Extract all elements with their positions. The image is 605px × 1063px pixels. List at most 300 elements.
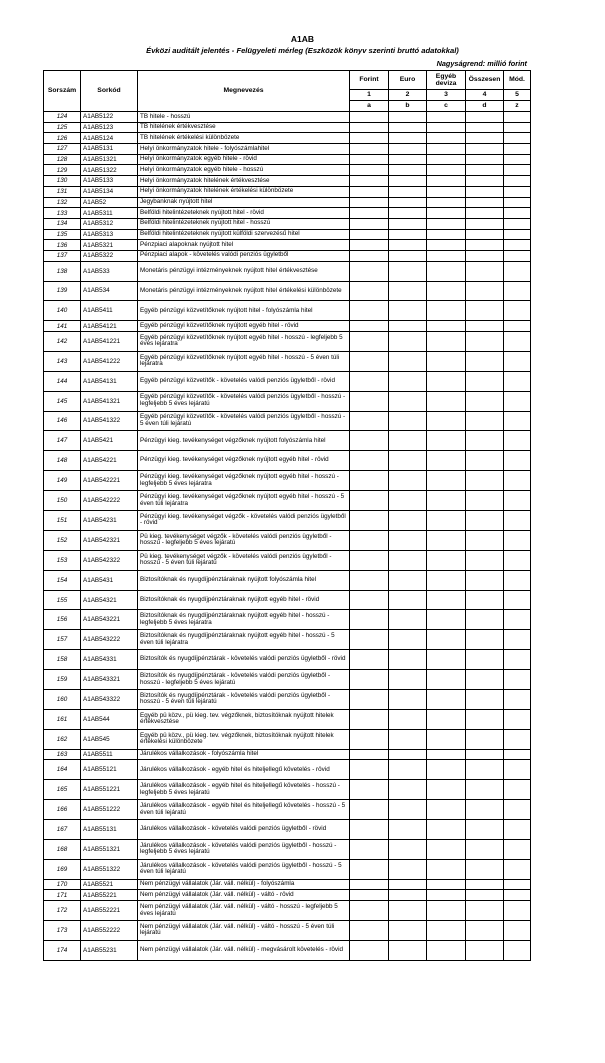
value-cell-forint <box>350 154 389 165</box>
value-cell-mod <box>504 133 531 144</box>
value-cell-euro <box>389 331 427 351</box>
value-cell-osszesen <box>466 431 504 451</box>
row-number: 138 <box>44 261 81 281</box>
value-cell-mod <box>504 176 531 187</box>
value-cell-forint <box>350 122 389 133</box>
row-description: Járulékos vállalkozások - követelés valódi penziós ügyletből - rövid <box>138 820 350 840</box>
row-description: Helyi önkormányzatok hitelének értékvesztése <box>138 176 350 187</box>
value-cell-forint <box>350 670 389 690</box>
table-row <box>44 451 531 471</box>
value-cell-osszesen <box>466 144 504 155</box>
table-row <box>44 176 531 187</box>
table-row <box>44 760 531 780</box>
table-row <box>44 749 531 760</box>
value-cell-egyeb-deviza <box>427 709 466 729</box>
row-description: Nem pénzügyi vállalatok (Jár. váll. nélkül) - váltó - rövid <box>138 890 350 901</box>
row-description: Biztosítóknak és nyugdíjpénztáraknak nyújtott egyéb hitel - rövid <box>138 590 350 610</box>
col-header-sorkod: Sorkód <box>81 71 138 112</box>
value-cell-forint <box>350 165 389 176</box>
row-description: Helyi önkormányzatok hitele - folyószámlahitel <box>138 144 350 155</box>
row-number: 133 <box>44 208 81 219</box>
row-description: TB hitelének értékelési különbözete <box>138 133 350 144</box>
value-cell-osszesen <box>466 879 504 890</box>
value-cell-egyeb-deviza <box>427 218 466 229</box>
value-cell-euro <box>389 197 427 208</box>
table-row <box>44 940 531 960</box>
value-cell-forint <box>350 229 389 240</box>
value-cell-egyeb-deviza <box>427 570 466 590</box>
value-cell-egyeb-deviza <box>427 240 466 251</box>
row-number: 147 <box>44 431 81 451</box>
row-code: A1AB52 <box>81 197 138 208</box>
row-code: A1AB534 <box>81 281 138 301</box>
row-number: 140 <box>44 301 81 321</box>
value-cell-mod <box>504 820 531 840</box>
value-cell-mod <box>504 839 531 859</box>
value-cell-euro <box>389 133 427 144</box>
value-cell-forint <box>350 112 389 123</box>
row-number: 146 <box>44 411 81 431</box>
row-description: Helyi önkormányzatok egyéb hitele - hosszú <box>138 165 350 176</box>
row-code: A1AB54131 <box>81 371 138 391</box>
table-row <box>44 920 531 940</box>
table-row <box>44 122 531 133</box>
value-cell-forint <box>350 371 389 391</box>
table-row <box>44 331 531 351</box>
value-cell-egyeb-deviza <box>427 530 466 550</box>
row-description: Nem pénzügyi vállalatok (Jár. váll. nélkül) - megvásárolt követelés - rövid <box>138 940 350 960</box>
row-number: 168 <box>44 839 81 859</box>
row-code: A1AB5134 <box>81 186 138 197</box>
row-code: A1AB541321 <box>81 391 138 411</box>
value-cell-egyeb-deviza <box>427 208 466 219</box>
row-code: A1AB5122 <box>81 112 138 123</box>
row-description: Pü kieg. tevékenységet végzők - követelés valódi penziós ügyletből - hosszú - legfeljebb 5 éves lejáratú <box>138 530 350 550</box>
table-row <box>44 144 531 155</box>
row-description: Nem pénzügyi vállalatok (Jár. váll. nélkül) - váltó - hosszú - 5 éven túli lejáratú <box>138 920 350 940</box>
value-cell-euro <box>389 321 427 332</box>
table-row <box>44 197 531 208</box>
value-cell-euro <box>389 690 427 710</box>
table-row <box>44 650 531 670</box>
value-cell-forint <box>350 261 389 281</box>
row-code: A1AB542222 <box>81 491 138 511</box>
value-cell-egyeb-deviza <box>427 630 466 650</box>
row-number: 152 <box>44 530 81 550</box>
value-cell-mod <box>504 630 531 650</box>
value-cell-euro <box>389 879 427 890</box>
col-header-megnevezes: Megnevezés <box>138 71 350 112</box>
value-cell-osszesen <box>466 154 504 165</box>
report-code-title: A1AB <box>290 34 315 44</box>
value-cell-egyeb-deviza <box>427 920 466 940</box>
value-cell-forint <box>350 471 389 491</box>
row-number: 171 <box>44 890 81 901</box>
value-cell-forint <box>350 176 389 187</box>
unit-note: Nagyságrend: millió forint <box>436 59 527 68</box>
value-cell-euro <box>389 240 427 251</box>
row-description: Belföldi hitelintézeteknek nyújtott külföldi szervezésű hitel <box>138 229 350 240</box>
row-code: A1AB533 <box>81 261 138 281</box>
value-cell-euro <box>389 391 427 411</box>
value-cell-mod <box>504 749 531 760</box>
value-cell-forint <box>350 800 389 820</box>
value-cell-egyeb-deviza <box>427 186 466 197</box>
value-cell-forint <box>350 820 389 840</box>
value-cell-osszesen <box>466 511 504 531</box>
row-description: Egyéb pü közv., pü kieg. tev. végzőknek, biztosítóknak nyújtott hitelek értékelési különbözete <box>138 729 350 749</box>
value-cell-mod <box>504 229 531 240</box>
value-cell-osszesen <box>466 411 504 431</box>
col-header-mod: Mód. <box>504 71 531 90</box>
row-number: 170 <box>44 879 81 890</box>
row-description: Monetáris pénzügyi intézményeknek nyújtott hitel értékvesztése <box>138 261 350 281</box>
row-code: A1AB543321 <box>81 670 138 690</box>
value-cell-euro <box>389 780 427 800</box>
value-cell-egyeb-deviza <box>427 250 466 261</box>
row-description: Nem pénzügyi vállalatok (Jár. váll. nélkül) - váltó - hosszú - legfeljebb 5 éves lejáratú <box>138 901 350 921</box>
value-cell-mod <box>504 920 531 940</box>
row-code: A1AB5311 <box>81 208 138 219</box>
value-cell-osszesen <box>466 670 504 690</box>
row-code: A1AB542221 <box>81 471 138 491</box>
value-cell-forint <box>350 610 389 630</box>
row-number: 158 <box>44 650 81 670</box>
row-description: Pénzpiaci alapoknak nyújtott hitel <box>138 240 350 251</box>
value-cell-forint <box>350 940 389 960</box>
value-cell-egyeb-deviza <box>427 351 466 371</box>
table-row <box>44 780 531 800</box>
row-code: A1AB54321 <box>81 590 138 610</box>
value-cell-mod <box>504 391 531 411</box>
row-number: 124 <box>44 112 81 123</box>
value-cell-mod <box>504 144 531 155</box>
col-header-euro: Euro <box>389 71 427 90</box>
row-description: Egyéb pénzügyi közvetítőknek nyújtott egyéb hitel - hosszú - legfeljebb 5 éves lejáratra <box>138 331 350 351</box>
value-cell-egyeb-deviza <box>427 431 466 451</box>
row-number: 137 <box>44 250 81 261</box>
row-number: 141 <box>44 321 81 332</box>
value-cell-osszesen <box>466 610 504 630</box>
col-number: 2 <box>389 90 427 101</box>
value-cell-osszesen <box>466 491 504 511</box>
value-cell-egyeb-deviza <box>427 901 466 921</box>
row-description: Járulékos vállalkozások - követelés valódi penziós ügyletből - hosszú - legfeljebb 5 éves lejáratú <box>138 839 350 859</box>
table-row <box>44 820 531 840</box>
row-number: 157 <box>44 630 81 650</box>
row-code: A1AB54231 <box>81 511 138 531</box>
value-cell-osszesen <box>466 133 504 144</box>
value-cell-forint <box>350 186 389 197</box>
row-description: Egyéb pénzügyi közvetítőknek nyújtott egyéb hitel - rövid <box>138 321 350 332</box>
value-cell-forint <box>350 208 389 219</box>
col-letter: c <box>427 101 466 112</box>
row-number: 162 <box>44 729 81 749</box>
value-cell-euro <box>389 901 427 921</box>
row-description: Biztosítóknak és nyugdíjpénztáraknak nyújtott folyószámla hitel <box>138 570 350 590</box>
row-number: 131 <box>44 186 81 197</box>
row-number: 136 <box>44 240 81 251</box>
value-cell-mod <box>504 250 531 261</box>
value-cell-mod <box>504 197 531 208</box>
row-number: 148 <box>44 451 81 471</box>
row-description: Biztosítók és nyugdíjpénztárak - követelés valódi penziós ügyletből - hosszú - 5 éven túli lejáratú <box>138 690 350 710</box>
col-letter: z <box>504 101 531 112</box>
value-cell-mod <box>504 371 531 391</box>
row-description: Egyéb pénzügyi közvetítők - követelés valódi penziós ügyletből - rövid <box>138 371 350 391</box>
value-cell-mod <box>504 411 531 431</box>
value-cell-osszesen <box>466 301 504 321</box>
value-cell-egyeb-deviza <box>427 760 466 780</box>
value-cell-egyeb-deviza <box>427 197 466 208</box>
row-description: Pénzügyi kieg. tevékenységet végzőknek nyújtott egyéb hitel - hosszú - legfeljebb 5 éves lejáratra <box>138 471 350 491</box>
row-number: 151 <box>44 511 81 531</box>
table-row <box>44 391 531 411</box>
value-cell-mod <box>504 431 531 451</box>
value-cell-osszesen <box>466 690 504 710</box>
value-cell-egyeb-deviza <box>427 331 466 351</box>
row-description: Pénzügyi kieg. tevékenységet végzőknek nyújtott egyéb hitel - rövid <box>138 451 350 471</box>
value-cell-euro <box>389 154 427 165</box>
row-description: Járulékos vállalkozások - egyéb hitel és hiteljellegű követelés - hosszú - legfeljebb 5 éves lejáratú <box>138 780 350 800</box>
row-number: 154 <box>44 570 81 590</box>
row-code: A1AB545 <box>81 729 138 749</box>
row-description: Monetáris pénzügyi intézményeknek nyújtott hitel értékelési különbözete <box>138 281 350 301</box>
table-row <box>44 250 531 261</box>
report-subtitle: Évközi auditált jelentés - Felügyeleti mérleg (Eszközök könyv szerinti bruttó adatokkal) <box>146 46 459 55</box>
value-cell-euro <box>389 630 427 650</box>
col-header-sorszam: Sorszám <box>44 71 81 112</box>
row-number: 164 <box>44 760 81 780</box>
value-cell-euro <box>389 281 427 301</box>
row-number: 156 <box>44 610 81 630</box>
value-cell-euro <box>389 610 427 630</box>
value-cell-egyeb-deviza <box>427 610 466 630</box>
row-description: Belföldi hitelintézeteknek nyújtott hitel - hosszú <box>138 218 350 229</box>
value-cell-egyeb-deviza <box>427 471 466 491</box>
value-cell-egyeb-deviza <box>427 391 466 411</box>
row-number: 134 <box>44 218 81 229</box>
row-code: A1AB544 <box>81 709 138 729</box>
value-cell-egyeb-deviza <box>427 800 466 820</box>
row-number: 172 <box>44 901 81 921</box>
row-description: Járulékos vállalkozások - egyéb hitel és hiteljellegű követelés - hosszú - 5 éven túli lejáratú <box>138 800 350 820</box>
value-cell-mod <box>504 471 531 491</box>
value-cell-egyeb-deviza <box>427 820 466 840</box>
row-description: Egyéb pénzügyi közvetítők - követelés valódi penziós ügyletből - hosszú - 5 éven túli lejáratú <box>138 411 350 431</box>
table-row <box>44 186 531 197</box>
value-cell-euro <box>389 550 427 570</box>
row-code: A1AB541221 <box>81 331 138 351</box>
row-description: Helyi önkormányzatok hitelének értékelési különbözete <box>138 186 350 197</box>
value-cell-egyeb-deviza <box>427 890 466 901</box>
row-number: 126 <box>44 133 81 144</box>
value-cell-euro <box>389 670 427 690</box>
value-cell-egyeb-deviza <box>427 261 466 281</box>
row-description: Biztosítók és nyugdíjpénztárak - követelés valódi penziós ügyletből - rövid <box>138 650 350 670</box>
col-number: 5 <box>504 90 531 101</box>
table-row <box>44 154 531 165</box>
value-cell-egyeb-deviza <box>427 670 466 690</box>
table-row <box>44 879 531 890</box>
table-body <box>44 112 531 961</box>
value-cell-osszesen <box>466 471 504 491</box>
col-header-egyeb-deviza: Egyéb deviza <box>427 71 466 90</box>
value-cell-euro <box>389 144 427 155</box>
value-cell-forint <box>350 920 389 940</box>
value-cell-osszesen <box>466 451 504 471</box>
value-cell-osszesen <box>466 920 504 940</box>
value-cell-euro <box>389 431 427 451</box>
value-cell-osszesen <box>466 208 504 219</box>
value-cell-osszesen <box>466 570 504 590</box>
row-description: TB hitelének értékvesztése <box>138 122 350 133</box>
table-row <box>44 133 531 144</box>
row-number: 128 <box>44 154 81 165</box>
value-cell-forint <box>350 250 389 261</box>
col-header-forint: Forint <box>350 71 389 90</box>
value-cell-forint <box>350 879 389 890</box>
value-cell-egyeb-deviza <box>427 650 466 670</box>
value-cell-euro <box>389 165 427 176</box>
value-cell-osszesen <box>466 709 504 729</box>
value-cell-euro <box>389 186 427 197</box>
value-cell-euro <box>389 890 427 901</box>
row-code: A1AB5431 <box>81 570 138 590</box>
value-cell-egyeb-deviza <box>427 690 466 710</box>
value-cell-euro <box>389 920 427 940</box>
value-cell-euro <box>389 839 427 859</box>
row-number: 173 <box>44 920 81 940</box>
row-code: A1AB543222 <box>81 630 138 650</box>
table-row <box>44 411 531 431</box>
value-cell-egyeb-deviza <box>427 154 466 165</box>
value-cell-forint <box>350 281 389 301</box>
row-description: Nem pénzügyi vállalatok (Jár. váll. nélkül) - folyószámla <box>138 879 350 890</box>
value-cell-osszesen <box>466 250 504 261</box>
row-code: A1AB5312 <box>81 218 138 229</box>
row-description: Pénzpiaci alapok - követelés valódi penziós ügyletből <box>138 250 350 261</box>
value-cell-mod <box>504 281 531 301</box>
value-cell-egyeb-deviza <box>427 859 466 879</box>
row-description: Jegybanknak nyújtott hitel <box>138 197 350 208</box>
value-cell-forint <box>350 729 389 749</box>
row-number: 145 <box>44 391 81 411</box>
value-cell-mod <box>504 331 531 351</box>
value-cell-egyeb-deviza <box>427 411 466 431</box>
row-code: A1AB55121 <box>81 760 138 780</box>
row-code: A1AB55131 <box>81 820 138 840</box>
value-cell-osszesen <box>466 186 504 197</box>
value-cell-egyeb-deviza <box>427 451 466 471</box>
table-row <box>44 261 531 281</box>
value-cell-euro <box>389 511 427 531</box>
value-cell-osszesen <box>466 391 504 411</box>
row-code: A1AB5123 <box>81 122 138 133</box>
value-cell-forint <box>350 760 389 780</box>
row-code: A1AB54221 <box>81 451 138 471</box>
value-cell-egyeb-deviza <box>427 839 466 859</box>
value-cell-osszesen <box>466 940 504 960</box>
col-number: 1 <box>350 90 389 101</box>
row-code: A1AB54331 <box>81 650 138 670</box>
col-letter: d <box>466 101 504 112</box>
value-cell-egyeb-deviza <box>427 550 466 570</box>
value-cell-egyeb-deviza <box>427 321 466 332</box>
row-description: Biztosítóknak és nyugdíjpénztáraknak nyújtott egyéb hitel - hosszú - 5 éven túli lejáratra <box>138 630 350 650</box>
value-cell-forint <box>350 530 389 550</box>
value-cell-mod <box>504 261 531 281</box>
value-cell-osszesen <box>466 590 504 610</box>
value-cell-forint <box>350 391 389 411</box>
row-number: 174 <box>44 940 81 960</box>
row-number: 143 <box>44 351 81 371</box>
row-number: 149 <box>44 471 81 491</box>
value-cell-osszesen <box>466 530 504 550</box>
value-cell-osszesen <box>466 800 504 820</box>
value-cell-osszesen <box>466 176 504 187</box>
row-code: A1AB551222 <box>81 800 138 820</box>
table-row <box>44 371 531 391</box>
table-row <box>44 301 531 321</box>
value-cell-forint <box>350 709 389 729</box>
value-cell-egyeb-deviza <box>427 590 466 610</box>
value-cell-egyeb-deviza <box>427 229 466 240</box>
row-code: A1AB5321 <box>81 240 138 251</box>
row-description: Egyéb pénzügyi közvetítőknek nyújtott egyéb hitel - hosszú - 5 éven túli lejáratra <box>138 351 350 371</box>
value-cell-egyeb-deviza <box>427 729 466 749</box>
table-row <box>44 229 531 240</box>
value-cell-forint <box>350 749 389 760</box>
row-number: 159 <box>44 670 81 690</box>
value-cell-mod <box>504 301 531 321</box>
value-cell-euro <box>389 749 427 760</box>
value-cell-euro <box>389 112 427 123</box>
row-number: 155 <box>44 590 81 610</box>
table-row <box>44 610 531 630</box>
row-code: A1AB551322 <box>81 859 138 879</box>
value-cell-egyeb-deviza <box>427 176 466 187</box>
row-code: A1AB5421 <box>81 431 138 451</box>
value-cell-euro <box>389 371 427 391</box>
value-cell-mod <box>504 879 531 890</box>
row-number: 163 <box>44 749 81 760</box>
row-code: A1AB5511 <box>81 749 138 760</box>
col-number: 4 <box>466 90 504 101</box>
value-cell-euro <box>389 820 427 840</box>
value-cell-euro <box>389 176 427 187</box>
table-row <box>44 570 531 590</box>
row-description: Járulékos vállalkozások - folyószámla hitel <box>138 749 350 760</box>
col-letter: b <box>389 101 427 112</box>
value-cell-mod <box>504 570 531 590</box>
row-code: A1AB541322 <box>81 411 138 431</box>
row-code: A1AB5411 <box>81 301 138 321</box>
value-cell-egyeb-deviza <box>427 879 466 890</box>
value-cell-osszesen <box>466 165 504 176</box>
table-row <box>44 208 531 219</box>
value-cell-euro <box>389 530 427 550</box>
value-cell-euro <box>389 451 427 471</box>
row-code: A1AB543221 <box>81 610 138 630</box>
value-cell-mod <box>504 165 531 176</box>
col-header-osszesen: Összesen <box>466 71 504 90</box>
value-cell-euro <box>389 650 427 670</box>
row-code: A1AB542321 <box>81 530 138 550</box>
value-cell-mod <box>504 859 531 879</box>
value-cell-forint <box>350 650 389 670</box>
row-code: A1AB543322 <box>81 690 138 710</box>
